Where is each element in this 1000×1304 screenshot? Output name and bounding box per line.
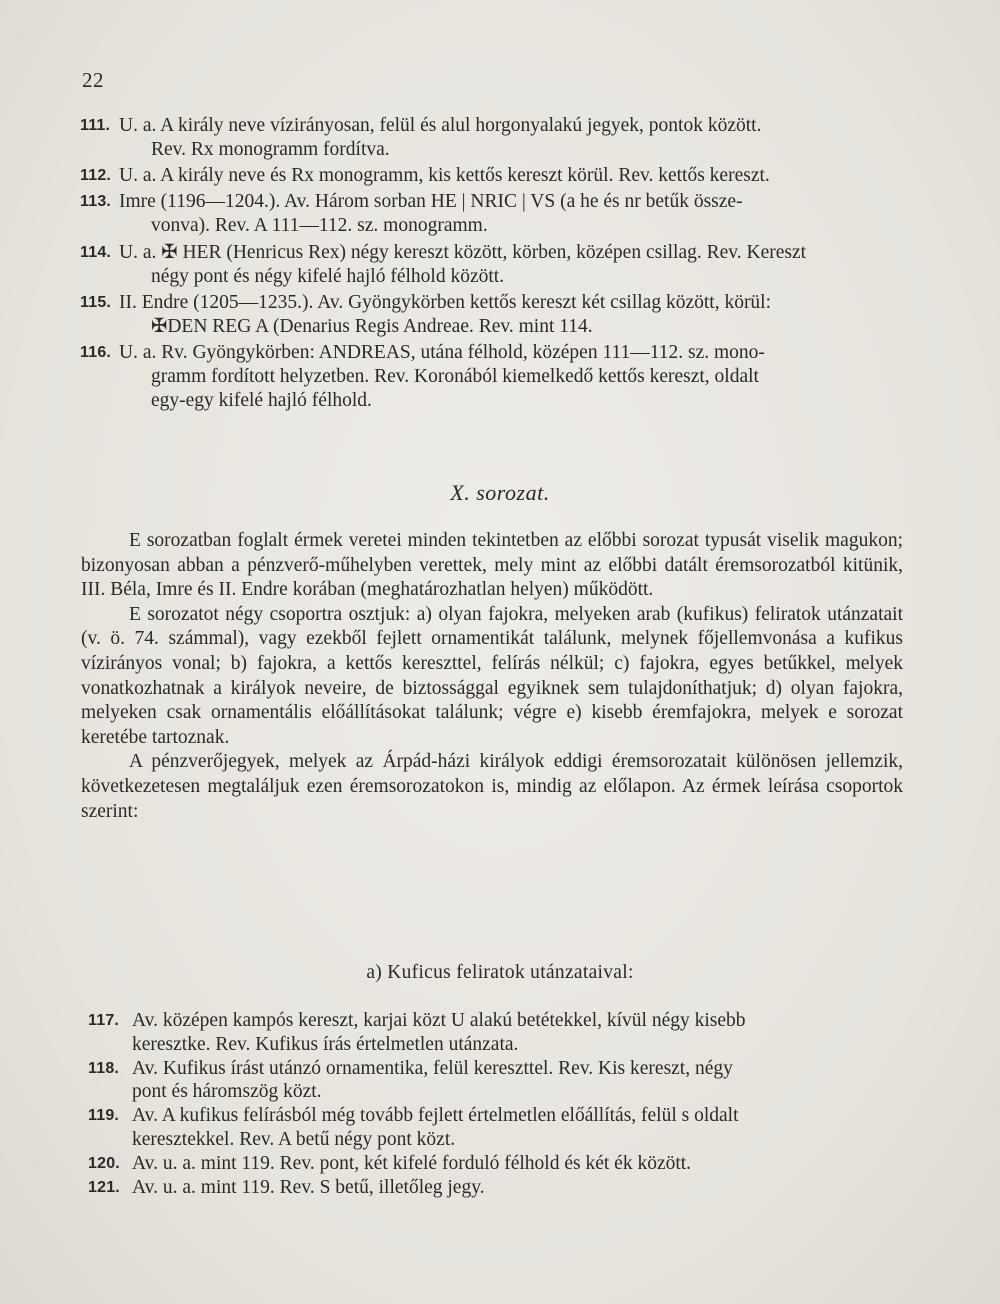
entry-number: 119. bbox=[88, 1107, 120, 1125]
entry-number: 111. bbox=[80, 117, 111, 134]
entry-line: gramm fordított helyzetben. Rev. Koronából kiemelkedő kettős kereszt, oldalt bbox=[151, 365, 759, 387]
entry-line: II. Endre (1205—1235.). Av. Gyöngykörben kettős kereszt két csillag között, körül: bbox=[119, 291, 772, 313]
entry-number: 114. bbox=[80, 243, 112, 261]
catalogue-entry bbox=[88, 1104, 908, 1152]
paragraph: E sorozatot négy csoportra osztjuk: a) olyan fajokra, melyeken arab (kufikus) feliratok utánzatait (v. ö. 74. számmal), vagy ezekből fejlett ornamentikát találunk, melynek főjellemvonása a kufikus vízirányos vonal; b) fajokra, a kettős kereszttel, felírás nélkül; c) fajokra, egyes betűkkel, melyek vonatkozhatnak a királyok neveire, de biztossággal egyiknek sem tulajdoníthatjuk; d) olyan fajokra, melyeken csak ornamentális előállításokat találunk; végre e) kisebb éremfajokra, melyek e sorozat keretébe tartoznak. bbox=[81, 603, 903, 748]
entry-line: U. a. A király neve és Rx monogramm, kis kettős kereszt körül. Rev. kettős kereszt. bbox=[119, 165, 770, 187]
catalogue-entry bbox=[88, 1009, 908, 1057]
entry-line: pont és háromszög közt. bbox=[132, 1081, 322, 1103]
entry-line: egy-egy kifelé hajló félhold. bbox=[151, 389, 372, 411]
catalogue-entry bbox=[80, 190, 910, 238]
entry-number: 116. bbox=[80, 343, 112, 361]
subsection-title: a) Kuficus feliratok utánzataival: bbox=[366, 962, 634, 983]
catalogue-entry bbox=[80, 341, 910, 413]
section-body bbox=[81, 529, 903, 824]
catalogue-entry bbox=[80, 241, 910, 289]
entry-line: U. a. A király neve vízirányosan, felül és alul horgonyalakú jegyek, pontok között. bbox=[119, 115, 762, 136]
catalogue-entry bbox=[88, 1152, 908, 1176]
entry-line: Av. u. a. mint 119. Rev. pont, két kifelé forduló félhold és két ék között. bbox=[132, 1152, 692, 1174]
entry-line: Av. Kufikus írást utánzó ornamentika, felül kereszttel. Rev. Kis kereszt, négy bbox=[132, 1057, 733, 1079]
catalogue-entries-top bbox=[80, 114, 910, 415]
entry-line: vonva). Rev. A 111—112. sz. monogramm. bbox=[151, 215, 488, 237]
entry-number: 115. bbox=[80, 293, 112, 311]
paragraph: E sorozatban foglalt érmek veretei minden tekintetben az előbbi sorozat typusát viselik magukon; bizonyosan abban a pénzverő-műhelyben verettek, mely mint az előbbi datált éremsorozatból kitünik, III. Béla, Imre és II. Endre korában (meghatározhatlan helyen) működött. bbox=[81, 530, 903, 601]
catalogue-entry bbox=[88, 1176, 908, 1200]
entry-number: 117. bbox=[88, 1012, 120, 1029]
section-title: X. sorozat. bbox=[450, 480, 550, 505]
catalogue-entry bbox=[80, 114, 910, 162]
catalogue-entry bbox=[80, 291, 910, 339]
entry-number: 118. bbox=[88, 1059, 120, 1077]
entry-line: Av. A kufikus felírásból még tovább fejlett értelmetlen előállítás, felül s oldalt bbox=[132, 1105, 739, 1127]
entry-line: keresztke. Rev. Kufikus írás értelmetlen utánzata. bbox=[132, 1033, 519, 1055]
entry-number: 113. bbox=[80, 193, 112, 211]
entry-line: Imre (1196—1204.). Av. Három sorban HE | NRIC | VS (a he és nr betűk össze- bbox=[119, 191, 743, 213]
entry-line: U. a. ✠ HER (Henricus Rex) négy kereszt között, körben, középen csillag. Rev. Kereszt bbox=[119, 241, 807, 263]
page-number: 22 bbox=[82, 68, 104, 92]
entry-number: 120. bbox=[88, 1154, 120, 1172]
catalogue-entries-bottom bbox=[88, 1009, 908, 1199]
entry-line: keresztekkel. Rev. A betű négy pont közt. bbox=[132, 1128, 456, 1150]
entry-line: Av. középen kampós kereszt, karjai közt U alakú betétekkel, kívül négy kisebb bbox=[132, 1010, 746, 1031]
entry-line: négy pont és négy kifelé hajló félhold között. bbox=[151, 265, 505, 287]
entry-line: Rev. Rx monogramm fordítva. bbox=[151, 139, 390, 160]
entry-line: U. a. Rv. Gyöngykörben: ANDREAS, utána félhold, középen 111—112. sz. mono- bbox=[119, 341, 765, 363]
catalogue-entry bbox=[88, 1057, 908, 1105]
entry-line: ✠DEN REG A (Denarius Regis Andreae. Rev. mint 114. bbox=[151, 315, 593, 337]
catalogue-entry bbox=[80, 164, 910, 188]
entry-number: 121. bbox=[88, 1178, 120, 1196]
paragraph: A pénzverőjegyek, melyek az Árpád-házi királyok eddigi éremsorozatait különösen jellemzik, következetesen megtaláljuk ezen éremsorozatokon is, mindig az előlapon. Az érmek leírása csoportok szerint: bbox=[81, 751, 903, 822]
entry-line: Av. u. a. mint 119. Rev. S betű, illetőleg jegy. bbox=[132, 1176, 485, 1198]
entry-number: 112. bbox=[80, 167, 112, 185]
